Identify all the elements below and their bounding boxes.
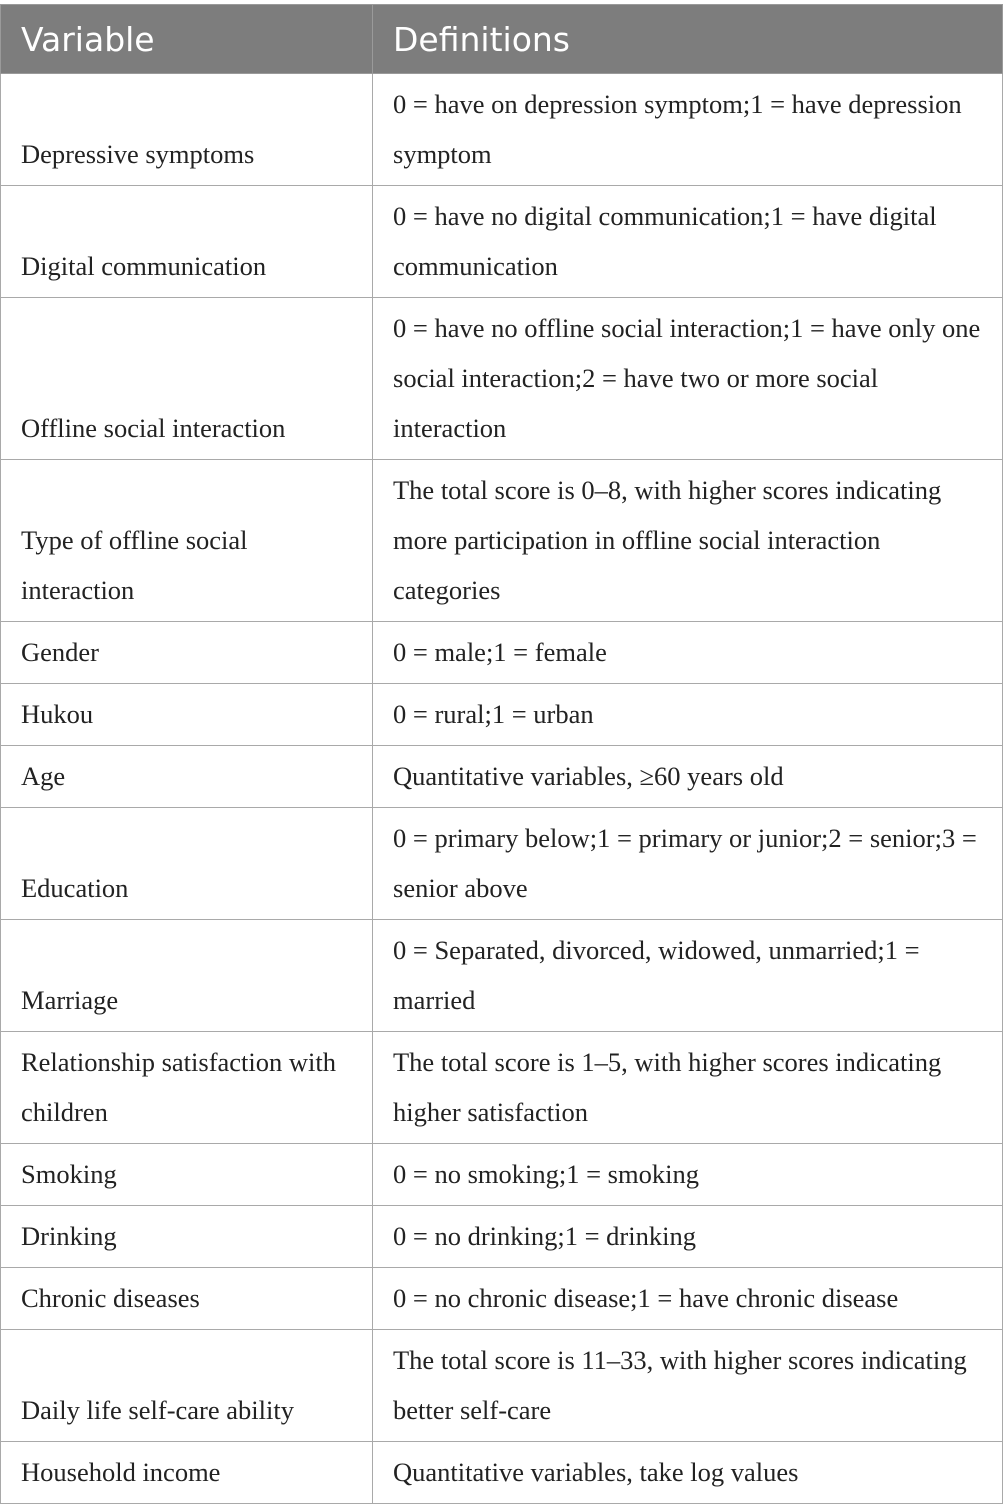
definition-cell: Quantitative variables, take log values bbox=[373, 1442, 1003, 1504]
definition-cell: 0 = no drinking;1 = drinking bbox=[373, 1206, 1003, 1268]
table-header bbox=[1, 5, 1003, 74]
definition-cell: 0 = no chronic disease;1 = have chronic disease bbox=[373, 1268, 1003, 1330]
variable-cell: Digital communication bbox=[1, 186, 373, 298]
variable-cell: Age bbox=[1, 746, 373, 808]
definition-cell: 0 = primary below;1 = primary or junior;2 = senior;3 = senior above bbox=[373, 808, 1003, 920]
table-row bbox=[1, 1032, 1003, 1144]
header-definitions: Definitions bbox=[373, 5, 1003, 74]
table-row bbox=[1, 1330, 1003, 1442]
table-body bbox=[1, 74, 1003, 1504]
table-row bbox=[1, 808, 1003, 920]
table-row bbox=[1, 298, 1003, 460]
variables-table bbox=[0, 4, 1003, 1504]
table-row bbox=[1, 1442, 1003, 1504]
table-row bbox=[1, 74, 1003, 186]
variable-cell: Depressive symptoms bbox=[1, 74, 373, 186]
variable-cell: Offline social interaction bbox=[1, 298, 373, 460]
variable-cell: Gender bbox=[1, 622, 373, 684]
definition-cell: The total score is 1–5, with higher scores indicating higher satisfaction bbox=[373, 1032, 1003, 1144]
definition-cell: 0 = have no digital communication;1 = have digital communication bbox=[373, 186, 1003, 298]
table-row bbox=[1, 1144, 1003, 1206]
variable-cell: Type of offline social interaction bbox=[1, 460, 373, 622]
definition-cell: 0 = no smoking;1 = smoking bbox=[373, 1144, 1003, 1206]
definition-cell: The total score is 0–8, with higher scores indicating more participation in offline social interaction categories bbox=[373, 460, 1003, 622]
definition-cell: 0 = have on depression symptom;1 = have depression symptom bbox=[373, 74, 1003, 186]
table-row bbox=[1, 460, 1003, 622]
definition-cell: 0 = have no offline social interaction;1 = have only one social interaction;2 = have two or more social interaction bbox=[373, 298, 1003, 460]
table-row bbox=[1, 684, 1003, 746]
variable-cell: Household income bbox=[1, 1442, 373, 1504]
definition-cell: Quantitative variables, ≥60 years old bbox=[373, 746, 1003, 808]
table-row bbox=[1, 1268, 1003, 1330]
variable-cell: Daily life self-care ability bbox=[1, 1330, 373, 1442]
table-row bbox=[1, 920, 1003, 1032]
header-variable: Variable bbox=[1, 5, 373, 74]
definition-cell: 0 = Separated, divorced, widowed, unmarried;1 = married bbox=[373, 920, 1003, 1032]
variable-cell: Smoking bbox=[1, 1144, 373, 1206]
variable-cell: Marriage bbox=[1, 920, 373, 1032]
variable-cell: Chronic diseases bbox=[1, 1268, 373, 1330]
table-row bbox=[1, 186, 1003, 298]
variable-cell: Drinking bbox=[1, 1206, 373, 1268]
variable-cell: Relationship satisfaction with children bbox=[1, 1032, 373, 1144]
variable-cell: Education bbox=[1, 808, 373, 920]
definition-cell: 0 = male;1 = female bbox=[373, 622, 1003, 684]
variable-cell: Hukou bbox=[1, 684, 373, 746]
definition-cell: The total score is 11–33, with higher scores indicating better self-care bbox=[373, 1330, 1003, 1442]
table-row bbox=[1, 622, 1003, 684]
definition-cell: 0 = rural;1 = urban bbox=[373, 684, 1003, 746]
table-row bbox=[1, 1206, 1003, 1268]
header-row bbox=[1, 5, 1003, 74]
table-row bbox=[1, 746, 1003, 808]
